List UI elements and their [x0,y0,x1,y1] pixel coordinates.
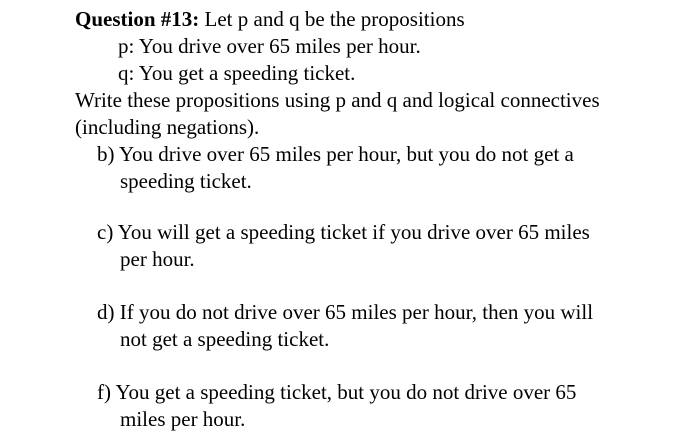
part-c-line-1: c) You will get a speeding ticket if you drive over 65 miles [97,220,590,244]
part-b-line-2: speeding ticket. [120,169,252,193]
proposition-q: q: You get a speeding ticket. [118,61,356,85]
question-heading [75,6,465,32]
question-intro: Let p and q be the propositions [199,7,465,31]
question-number-label: Question #13: [75,7,200,31]
part-c-line-2: per hour. [120,247,195,271]
part-f-line-2: miles per hour. [120,407,246,431]
part-d-line-1: d) If you do not drive over 65 miles per hour, then you will [97,300,594,324]
part-d-line-2: not get a speeding ticket. [120,327,330,351]
part-f-line-1: f) You get a speeding ticket, but you do not drive over 65 [97,380,577,404]
proposition-p: p: You drive over 65 miles per hour. [118,34,421,58]
instruction-line-2: (including negations). [75,115,260,139]
part-b-line-1: b) You drive over 65 miles per hour, but you do not get a [97,142,574,166]
instruction-line-1: Write these propositions using p and q and logical connectives [75,88,600,112]
